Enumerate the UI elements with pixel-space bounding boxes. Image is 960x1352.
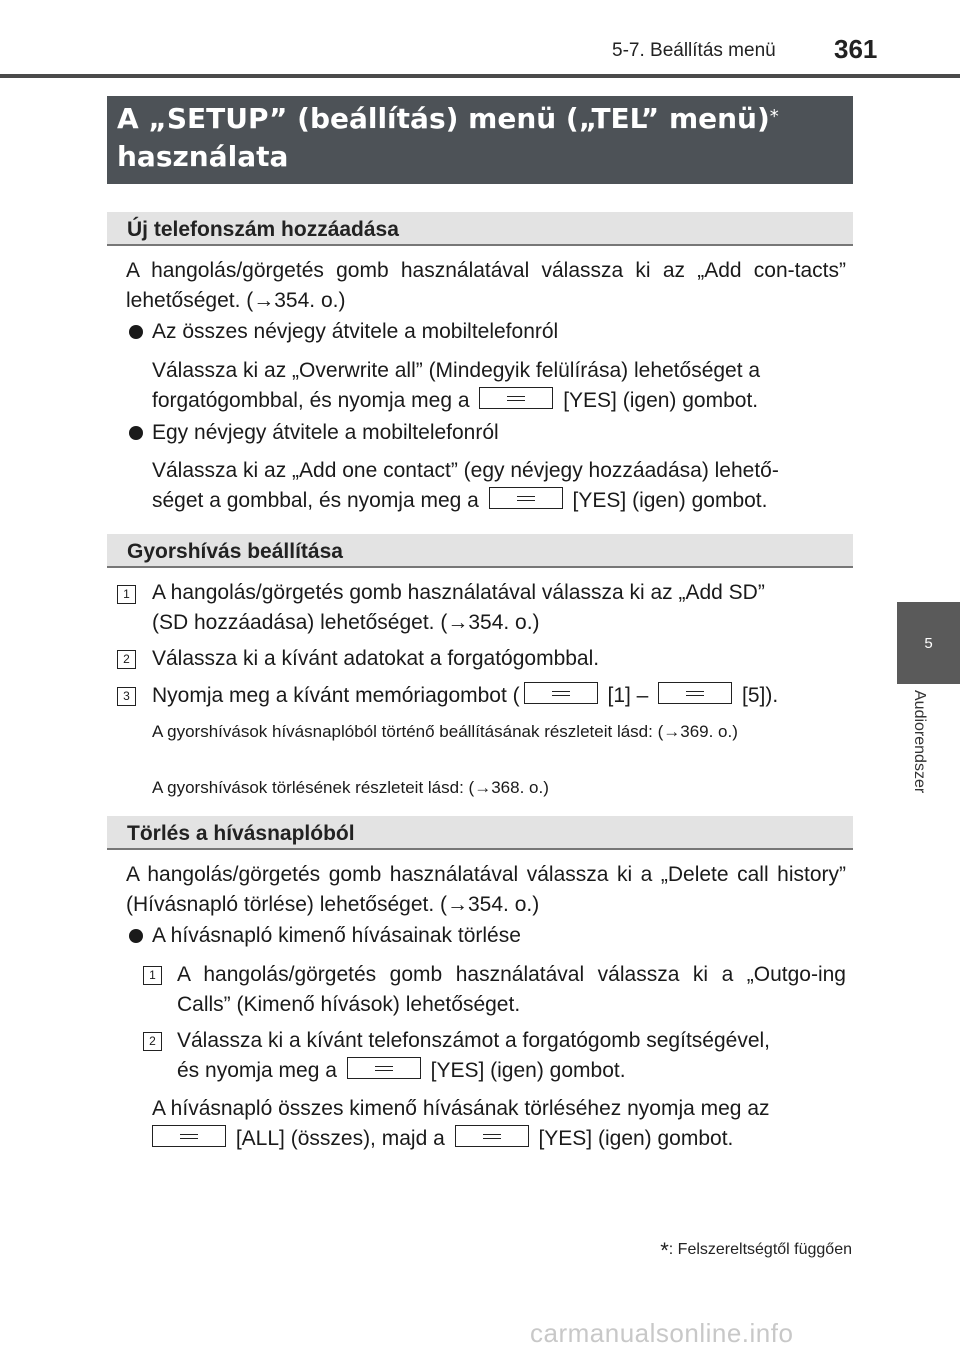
chapter-number: 5 — [924, 634, 933, 652]
section-header: 5-7. Beállítás menü — [612, 40, 776, 61]
bullet1-text-b: forgatógombbal, és nyomja meg a — [152, 389, 470, 412]
yes-button-icon — [479, 387, 553, 409]
bullet2-text-a: Válassza ki az „Add one contact” (egy névjegy hozzáadása) lehető- — [152, 459, 779, 482]
title-line2: használata — [117, 140, 289, 173]
bullet-icon — [129, 325, 143, 339]
page-title — [107, 96, 853, 184]
bullet2-title: Egy névjegy átvitele a mobiltelefonról — [152, 421, 499, 444]
sd-step3-post: [5]). — [742, 684, 779, 707]
footnote — [660, 1238, 852, 1264]
sd-step3-pre: Nyomja meg a kívánt memóriagombot ( — [152, 684, 520, 707]
bullet1-text-line — [152, 386, 852, 416]
all-button-icon — [152, 1125, 226, 1147]
bullet1-text-c: [YES] (igen) gombot. — [563, 389, 759, 412]
header-divider — [0, 74, 960, 78]
sd-step3 — [152, 681, 852, 711]
del-all-line2 — [152, 1124, 852, 1154]
step-number-1: 1 — [143, 966, 162, 985]
section1-intro: A hangolás/görgetés gomb használatával válassza ki az „Add con-tacts” lehetőséget. (→354. o.) — [126, 259, 846, 312]
sd-note1: A gyorshívások hívásnaplóból történő beállításának részleteit lásd: (→369. o.) — [152, 722, 738, 741]
section3-intro: A hangolás/görgetés gomb használatával válassza ki a „Delete call history” (Hívásnapló törlése) lehetőséget. (→354. o.) — [126, 863, 846, 916]
chapter-label: Audiorendszer — [911, 690, 928, 794]
del-all-line1: A hívásnapló összes kimenő hívásának törléséhez nyomja meg az — [152, 1097, 770, 1120]
bullet2-text-b: séget a gombbal, és nyomja meg a — [152, 489, 479, 512]
sd-step3-mid: [1] – — [607, 684, 649, 707]
page-number: 361 — [834, 34, 878, 64]
step-number-2: 2 — [143, 1032, 162, 1051]
watermark: carmanualsonline.info — [530, 1318, 794, 1348]
footnote-text: : Felszereltségtől függően — [668, 1241, 852, 1258]
del-all-mid: [ALL] (összes), majd a — [235, 1127, 445, 1150]
bullet2-text-line — [152, 486, 852, 516]
bullet1-title: Az összes névjegy átvitele a mobiltelefonról — [152, 320, 559, 343]
sd-step2: Válassza ki a kívánt adatokat a forgatógombbal. — [152, 647, 600, 670]
bullet3-title: A hívásnapló kimenő hívásainak törlése — [152, 924, 521, 947]
step-number-1: 1 — [117, 585, 136, 604]
memory-button-icon — [658, 682, 732, 704]
section-heading-delete-history: Törlés a hívásnaplóból — [107, 816, 853, 850]
yes-button-icon — [489, 487, 563, 509]
chapter-tab — [897, 602, 960, 684]
del-step2-post: [YES] (igen) gombot. — [430, 1059, 626, 1082]
del-all-post: [YES] (igen) gombot. — [538, 1127, 734, 1150]
sd-step1-line1: A hangolás/görgetés gomb használatával válassza ki az „Add SD” — [152, 581, 765, 604]
section-heading-speed-dial: Gyorshívás beállítása — [107, 534, 853, 568]
memory-button-icon — [524, 682, 598, 704]
title-line1: A „SETUP” (beállítás) menü („TEL” menü) — [117, 102, 770, 135]
del-step1: A hangolás/görgetés gomb használatával válassza ki a „Outgo-ing Calls” (Kimenő hívások) lehetőséget. — [177, 963, 846, 1016]
del-step2-line2 — [177, 1056, 846, 1086]
del-step2-pre: és nyomja meg a — [177, 1059, 337, 1082]
yes-button-icon — [347, 1057, 421, 1079]
step-number-3: 3 — [117, 687, 136, 706]
asterisk-mark: * — [769, 106, 779, 127]
bullet2-text-c: [YES] (igen) gombot. — [572, 489, 768, 512]
sd-step1-line2: (SD hozzáadása) lehetőséget. (→354. o.) — [152, 611, 540, 634]
section-heading-new-number: Új telefonszám hozzáadása — [107, 212, 853, 246]
yes-button-icon — [455, 1125, 529, 1147]
del-step2-line1: Válassza ki a kívánt telefonszámot a forgatógomb segítségével, — [177, 1029, 770, 1052]
bullet-icon — [129, 426, 143, 440]
bullet-icon — [129, 929, 143, 943]
bullet1-text-a: Válassza ki az „Overwrite all” (Mindegyik felülírása) lehetőséget a — [152, 359, 761, 382]
step-number-2: 2 — [117, 650, 136, 669]
asterisk-icon: * — [660, 1238, 669, 1263]
sd-note2: A gyorshívások törlésének részleteit lásd: (→368. o.) — [152, 778, 549, 797]
